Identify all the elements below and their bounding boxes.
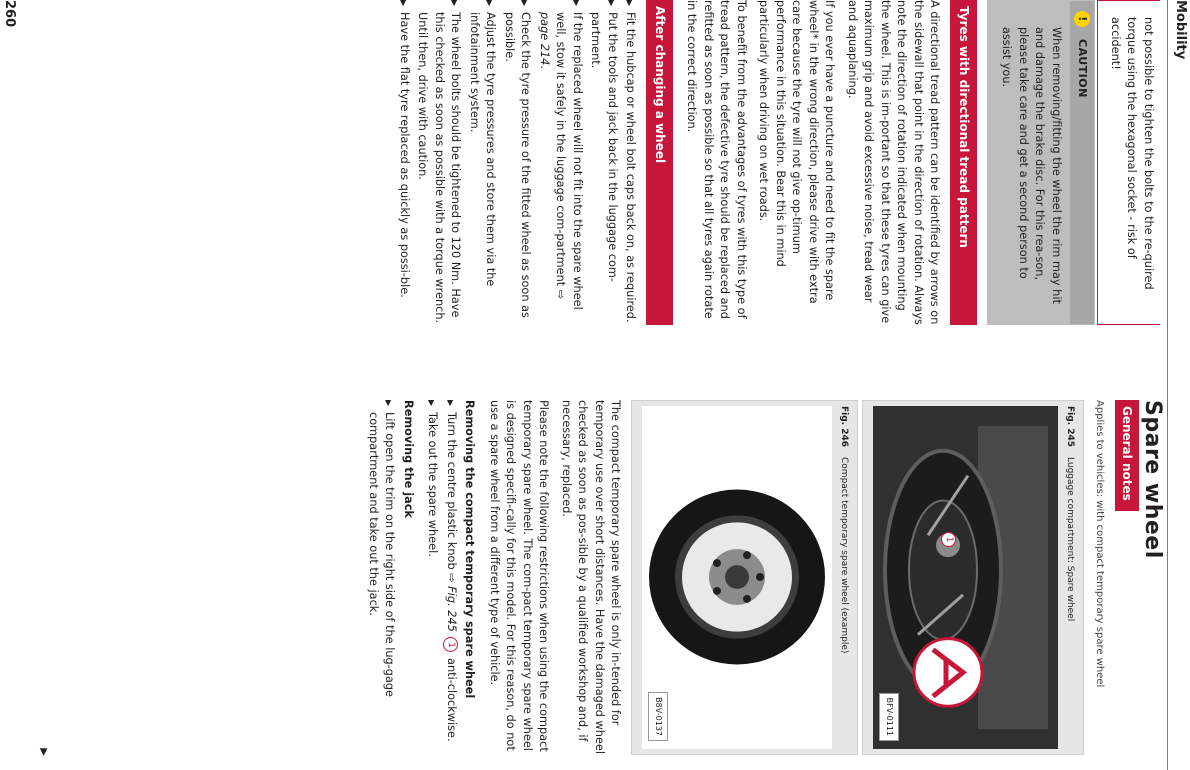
figure-245-caption-text: Luggage compartment: Spare wheel bbox=[1065, 457, 1076, 622]
spare-wheel-image bbox=[642, 406, 832, 749]
list-item: ▶ Have the flat tyre replaced as quickly as possi-ble. bbox=[396, 0, 413, 325]
figure-246-frame bbox=[632, 400, 859, 755]
figure-245-frame bbox=[863, 400, 1085, 755]
figure-245 bbox=[863, 400, 1085, 755]
arrow-glyph: ⇨ bbox=[445, 573, 458, 583]
after-changing-heading: After changing a wheel bbox=[647, 0, 674, 325]
after-changing-list bbox=[396, 0, 639, 325]
removing-jack-heading: Removing the jack bbox=[402, 400, 415, 518]
page-title: Spare wheel bbox=[1140, 400, 1165, 559]
list-item-end: . bbox=[538, 65, 551, 69]
arrow-glyph: ⇨ bbox=[554, 289, 568, 300]
list-item-text: anti-clockwise. bbox=[445, 658, 458, 742]
list-item-text: Turn the centre plastic knob bbox=[445, 412, 458, 570]
list-item: ▶ Lift open the trim on the right side of the lug-gage compartment and take out the jack. bbox=[365, 400, 398, 755]
tread-heading: Tyres with directional tread pattern bbox=[951, 0, 978, 325]
spare-wheel-illustration bbox=[642, 406, 832, 749]
list-item: ▶ Take out the spare wheel. bbox=[424, 400, 441, 755]
caution-title: CAUTION bbox=[1076, 39, 1090, 98]
figure-246-number: Fig. 246 bbox=[839, 406, 850, 448]
figure-246-caption bbox=[836, 406, 853, 749]
header-rule bbox=[1167, 0, 1168, 770]
removing-spare-list bbox=[424, 400, 459, 755]
callout-1-badge: 1 bbox=[941, 532, 956, 547]
page-number: 260 bbox=[2, 0, 17, 28]
applies-note: Applies to vehicles: with compact temporary spare wheel bbox=[1094, 400, 1105, 688]
figure-reference-link[interactable]: Fig. 245 bbox=[445, 586, 458, 632]
figure-246-code: B8V-0137 bbox=[648, 692, 669, 741]
luggage-compartment-illustration bbox=[873, 406, 1058, 749]
warning-box-continued bbox=[1098, 0, 1161, 325]
figure-245-code: BFV-0111 bbox=[879, 693, 900, 741]
general-notes-heading: General notes bbox=[1115, 400, 1140, 511]
caution-icon: ! bbox=[1074, 11, 1090, 27]
tread-paragraph: If you ever have a puncture and need to fit the spare wheel* in the wrong direction, please drive with extra care because the tyre will not give op-timum performance in this situation. Bear this in mind particularly when driving on wet roads. bbox=[757, 0, 837, 304]
list-item: ▶ The wheel bolts should be tightened to 120 Nm. Have this checked as soon as possible with a torque wrench. Until then, drive with caution. bbox=[414, 0, 464, 325]
luggage-compartment-image bbox=[873, 406, 1058, 749]
spare-wheel-paragraph: The compact temporary spare wheel is only in-tended for temporary use over short distances. Have the damaged wheel checked as soon as pos-sible by a qualified workshop and, if necessary, replaced. bbox=[560, 400, 623, 754]
tread-paragraph: A directional tread pattern can be identified by arrows on the sidewall that point in the direction of rotation. Always note the direction of rotation indicated when mounting the wheel. This is im-portant so that these tyres can give maximum grip and avoid excessive noise, tread wear and aquaplaning. bbox=[846, 0, 942, 325]
list-item: ▶ Put the tools and jack back in the luggage com-partment. bbox=[587, 0, 620, 325]
list-item: ▶ Fit the hubcap or wheel bolt caps back on, as required. bbox=[622, 0, 639, 325]
tread-paragraph: To benefit from the advantages of tyres with this type of tread pattern, the defective tyre should be replaced and refitted as soon as possible so that all tyres again rotate in the correct direction. bbox=[685, 0, 748, 319]
removing-jack-list bbox=[365, 400, 398, 755]
caution-body: When removing/fitting the wheel the rim may hit and damage the brake disc. For this rea-son, please take care and get a second person to assist you. bbox=[1000, 27, 1063, 304]
removing-spare-heading: Removing the compact temporary spare wheel bbox=[463, 400, 477, 699]
callout-1-badge: 1 bbox=[444, 637, 459, 652]
list-item bbox=[536, 0, 586, 325]
list-item-text: If the replaced wheel will not fit into the spare wheel well, stow it safely in the luggage com-partment bbox=[554, 12, 584, 310]
figure-246 bbox=[632, 400, 859, 755]
right-column bbox=[359, 400, 1165, 755]
left-column bbox=[390, 0, 1161, 325]
continue-arrow-icon: ▶ bbox=[38, 748, 49, 756]
figure-245-caption bbox=[1062, 406, 1079, 749]
list-item bbox=[443, 400, 460, 755]
warning-continued-text: not possible to tighten the bolts to the re-quired torque using the hexagonal socket - risk of accident! bbox=[1109, 17, 1155, 290]
figure-245-number: Fig. 245 bbox=[1065, 406, 1076, 448]
spare-wheel-paragraph: Please note the following restrictions when using the compact temporary spare wheel. The com-pact temporary spare wheel is designed specifi-cally for this model. For this reason, do not use a spare wheel from a different type of vehicle. bbox=[488, 400, 551, 752]
section-header: Mobility bbox=[1173, 0, 1188, 60]
list-item: ▶ Adjust the tyre pressures and store them via the infotainment system. bbox=[466, 0, 499, 325]
caution-header bbox=[1070, 1, 1095, 324]
list-item: ▶ Check the tyre pressure of the fitted wheel as soon as possible. bbox=[501, 0, 534, 325]
page-reference-link[interactable]: page 214 bbox=[538, 12, 551, 66]
figure-246-caption-text: Compact temporary spare wheel (example) bbox=[839, 457, 850, 654]
caution-box bbox=[987, 0, 1096, 325]
